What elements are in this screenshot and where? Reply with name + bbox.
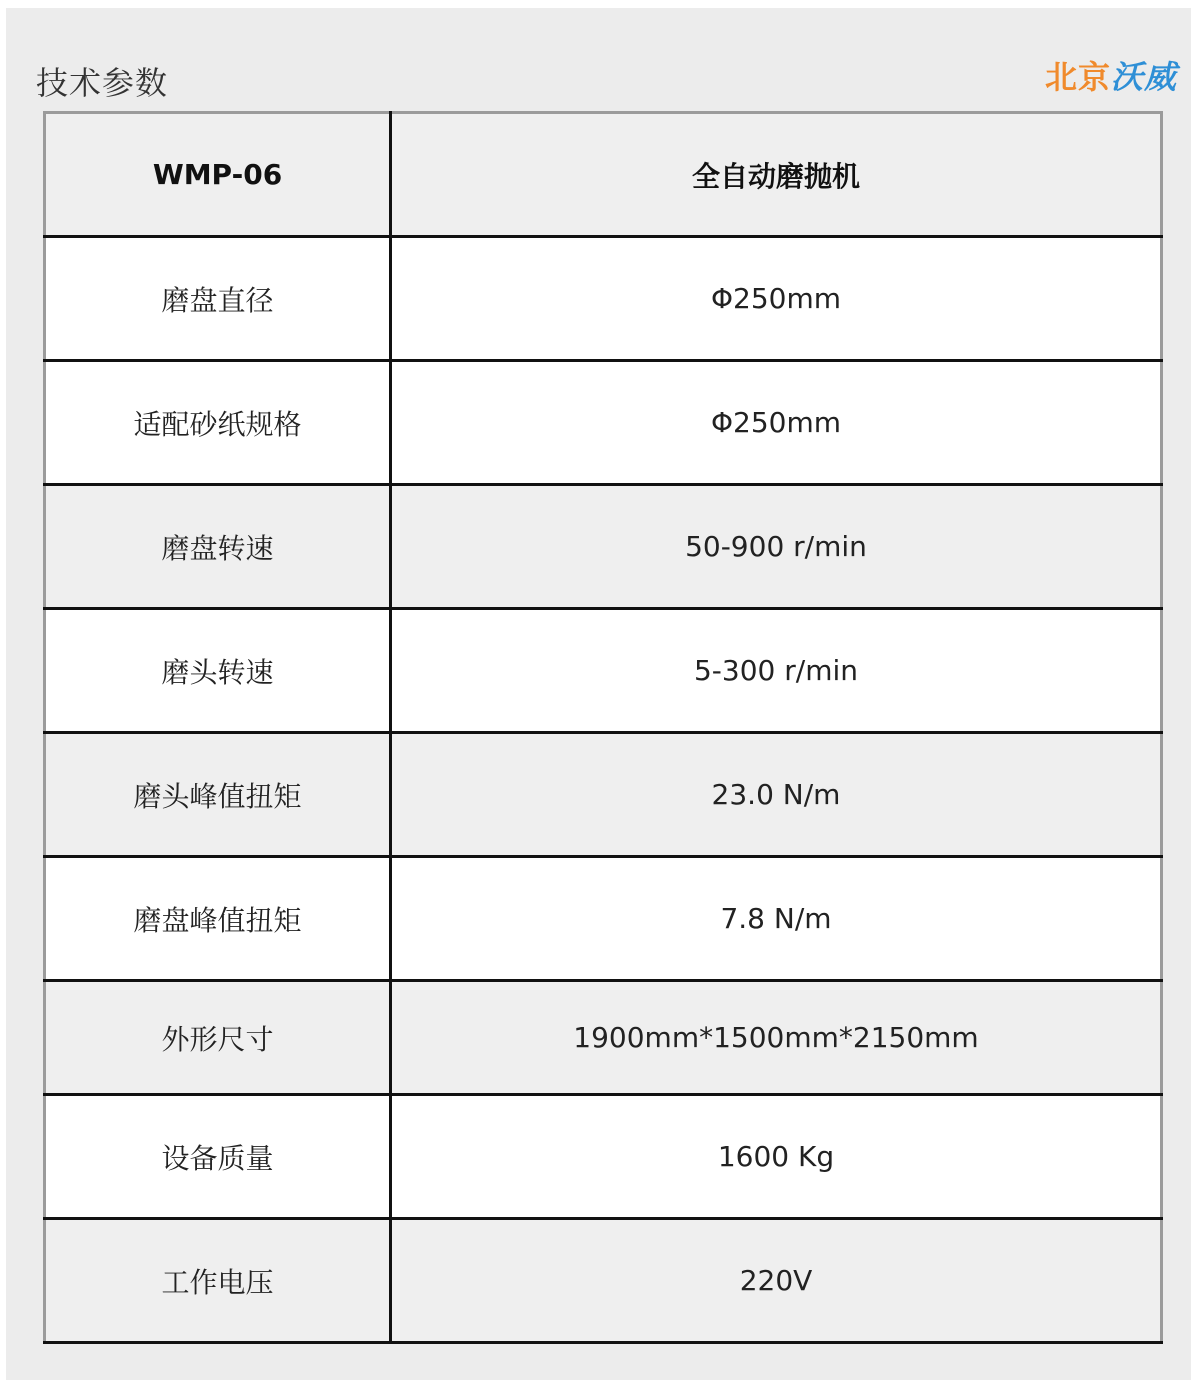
table-row — [45, 485, 1162, 609]
table-row — [45, 609, 1162, 733]
param-value: 1600 Kg — [391, 1095, 1162, 1219]
spec-panel — [6, 8, 1191, 1380]
table-row — [45, 361, 1162, 485]
param-value: 1900mm*1500mm*2150mm — [391, 981, 1162, 1095]
param-value: Φ250mm — [391, 237, 1162, 361]
table-row — [45, 733, 1162, 857]
param-value: 7.8 N/m — [391, 857, 1162, 981]
table-row — [45, 857, 1162, 981]
logo-text-beijing: 北京 — [1044, 58, 1111, 96]
param-label: 外形尺寸 — [45, 981, 391, 1095]
spec-table — [43, 111, 1163, 1344]
param-value: 50-900 r/min — [391, 485, 1162, 609]
param-label: 磨盘转速 — [45, 485, 391, 609]
page-title: 技术参数 — [36, 64, 169, 102]
param-label: 磨盘峰值扭矩 — [45, 857, 391, 981]
param-value: Φ250mm — [391, 361, 1162, 485]
param-label: 适配砂纸规格 — [45, 361, 391, 485]
table-row — [45, 237, 1162, 361]
table-header-row — [45, 113, 1162, 237]
param-value: 220V — [391, 1219, 1162, 1343]
product-name-cell: 全自动磨抛机 — [391, 113, 1162, 237]
logo-text-wowei: 沃威 — [1110, 58, 1177, 96]
table-row — [45, 981, 1162, 1095]
param-value: 5-300 r/min — [391, 609, 1162, 733]
model-cell: WMP-06 — [45, 113, 391, 237]
param-label: 磨盘直径 — [45, 237, 391, 361]
param-value: 23.0 N/m — [391, 733, 1162, 857]
param-label: 工作电压 — [45, 1219, 391, 1343]
param-label: 磨头峰值扭矩 — [45, 733, 391, 857]
param-label: 设备质量 — [45, 1095, 391, 1219]
table-row — [45, 1219, 1162, 1343]
brand-logo — [1045, 52, 1177, 98]
table-row — [45, 1095, 1162, 1219]
param-label: 磨头转速 — [45, 609, 391, 733]
